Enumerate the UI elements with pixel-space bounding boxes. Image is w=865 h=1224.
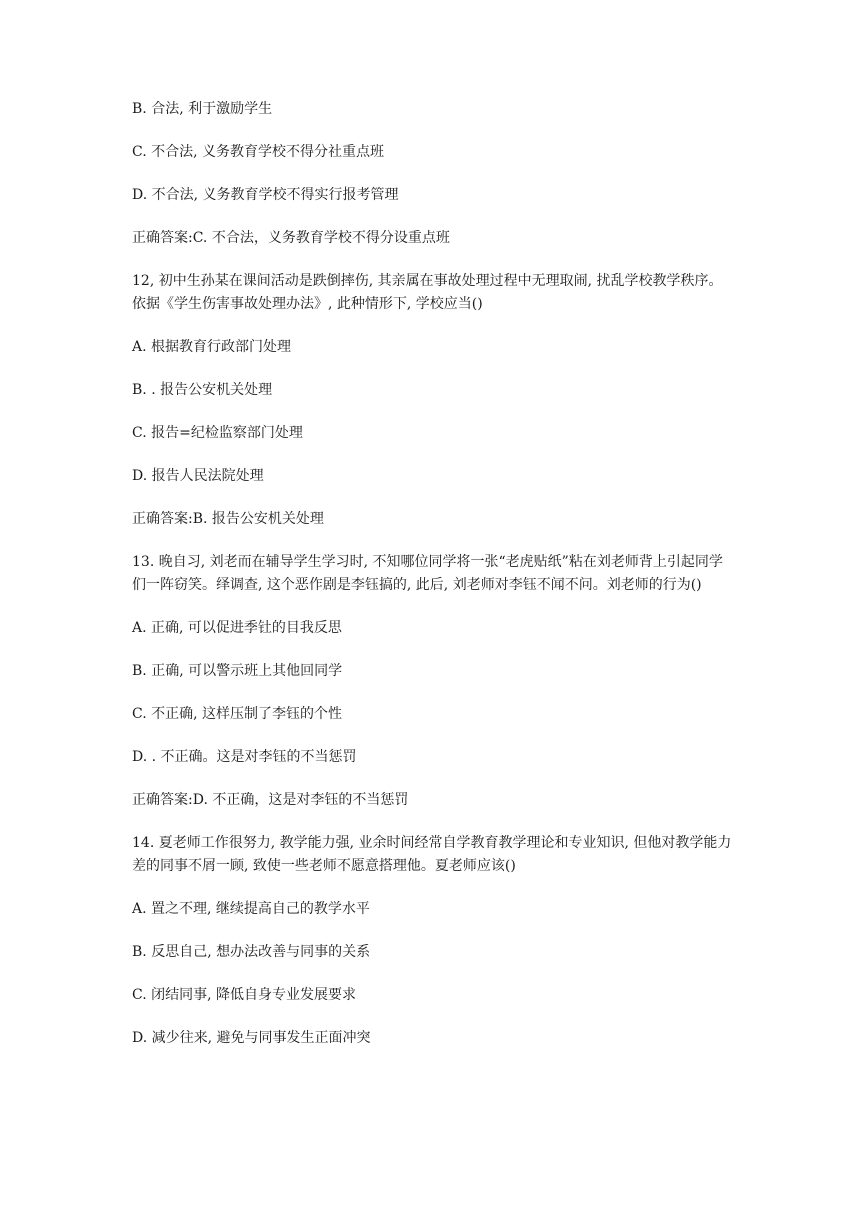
q11-option-c: C. 不合法, 义务教育学校不得分社重点班: [132, 144, 385, 160]
q14-option-c: C. 闭结同事, 降低自身专业发展要求: [132, 987, 357, 1003]
q12-option-b: B. . 报告公安机关处理: [132, 382, 273, 398]
q11-answer: 正确答案:C. 不合法，义务教育学校不得分设重点班: [132, 230, 450, 246]
q12-option-c: C. 报告=纪检监察部门处理: [132, 425, 303, 441]
q13-option-d: D. . 不正确。这是对李钰的不当惩罚: [132, 749, 357, 765]
q14-option-a: A. 置之不理, 继续提高自己的教学水平: [132, 901, 370, 917]
q11-option-b: B. 合法, 利于激励学生: [132, 101, 273, 117]
q13-answer: 正确答案:D. 不正确，这是对李钰的不当惩罚: [132, 792, 409, 808]
document-page: [132, 98, 736, 1050]
q13-option-c: C. 不正确, 这样压制了李钰的个性: [132, 706, 343, 722]
q14-stem: 14. 夏老师工作很努力, 教学能力强, 业余时间经常自学教育教学理论和专业知识, 但他对教学能力差的同事不屑一顾, 致使一些老师不愿意搭理他。夏老师应该(): [132, 835, 732, 874]
q12-option-d: D. 报告人民法院处理: [132, 468, 264, 484]
q13-option-b: B. 正确, 可以警示班上其他回同学: [132, 663, 343, 679]
q13-option-a: A. 正确, 可以促进季钍的目我反思: [132, 620, 342, 636]
q12-answer: 正确答案:B. 报告公安机关处理: [132, 511, 324, 527]
q14-option-d: D. 减少往来, 避免与同事发生正面冲突: [132, 1030, 371, 1046]
q12-stem: 12, 初中生孙某在课间活动是跌倒摔伤, 其亲属在事故处理过程中无理取闹, 扰乱学校教学秩序。依据《学生伤害事故处理办法》, 此种情形下, 学校应当(): [132, 273, 723, 312]
q14-option-b: B. 反思自己, 想办法改善与同事的关系: [132, 944, 371, 960]
q13-stem: 13. 晚自习, 刘老而在辅导学生学习时, 不知哪位同学将一张“老虎贴纸”粘在刘老师背上引起同学们一阵窃笑。绎调查, 这个恶作剧是李钰搞的, 此后, 刘老师对李钰不闻不问。刘老师的行为(): [132, 554, 723, 593]
q11-option-d: D. 不合法, 义务教育学校不得实行报考管理: [132, 187, 399, 203]
q12-option-a: A. 根据教育行政部门处理: [132, 339, 292, 355]
